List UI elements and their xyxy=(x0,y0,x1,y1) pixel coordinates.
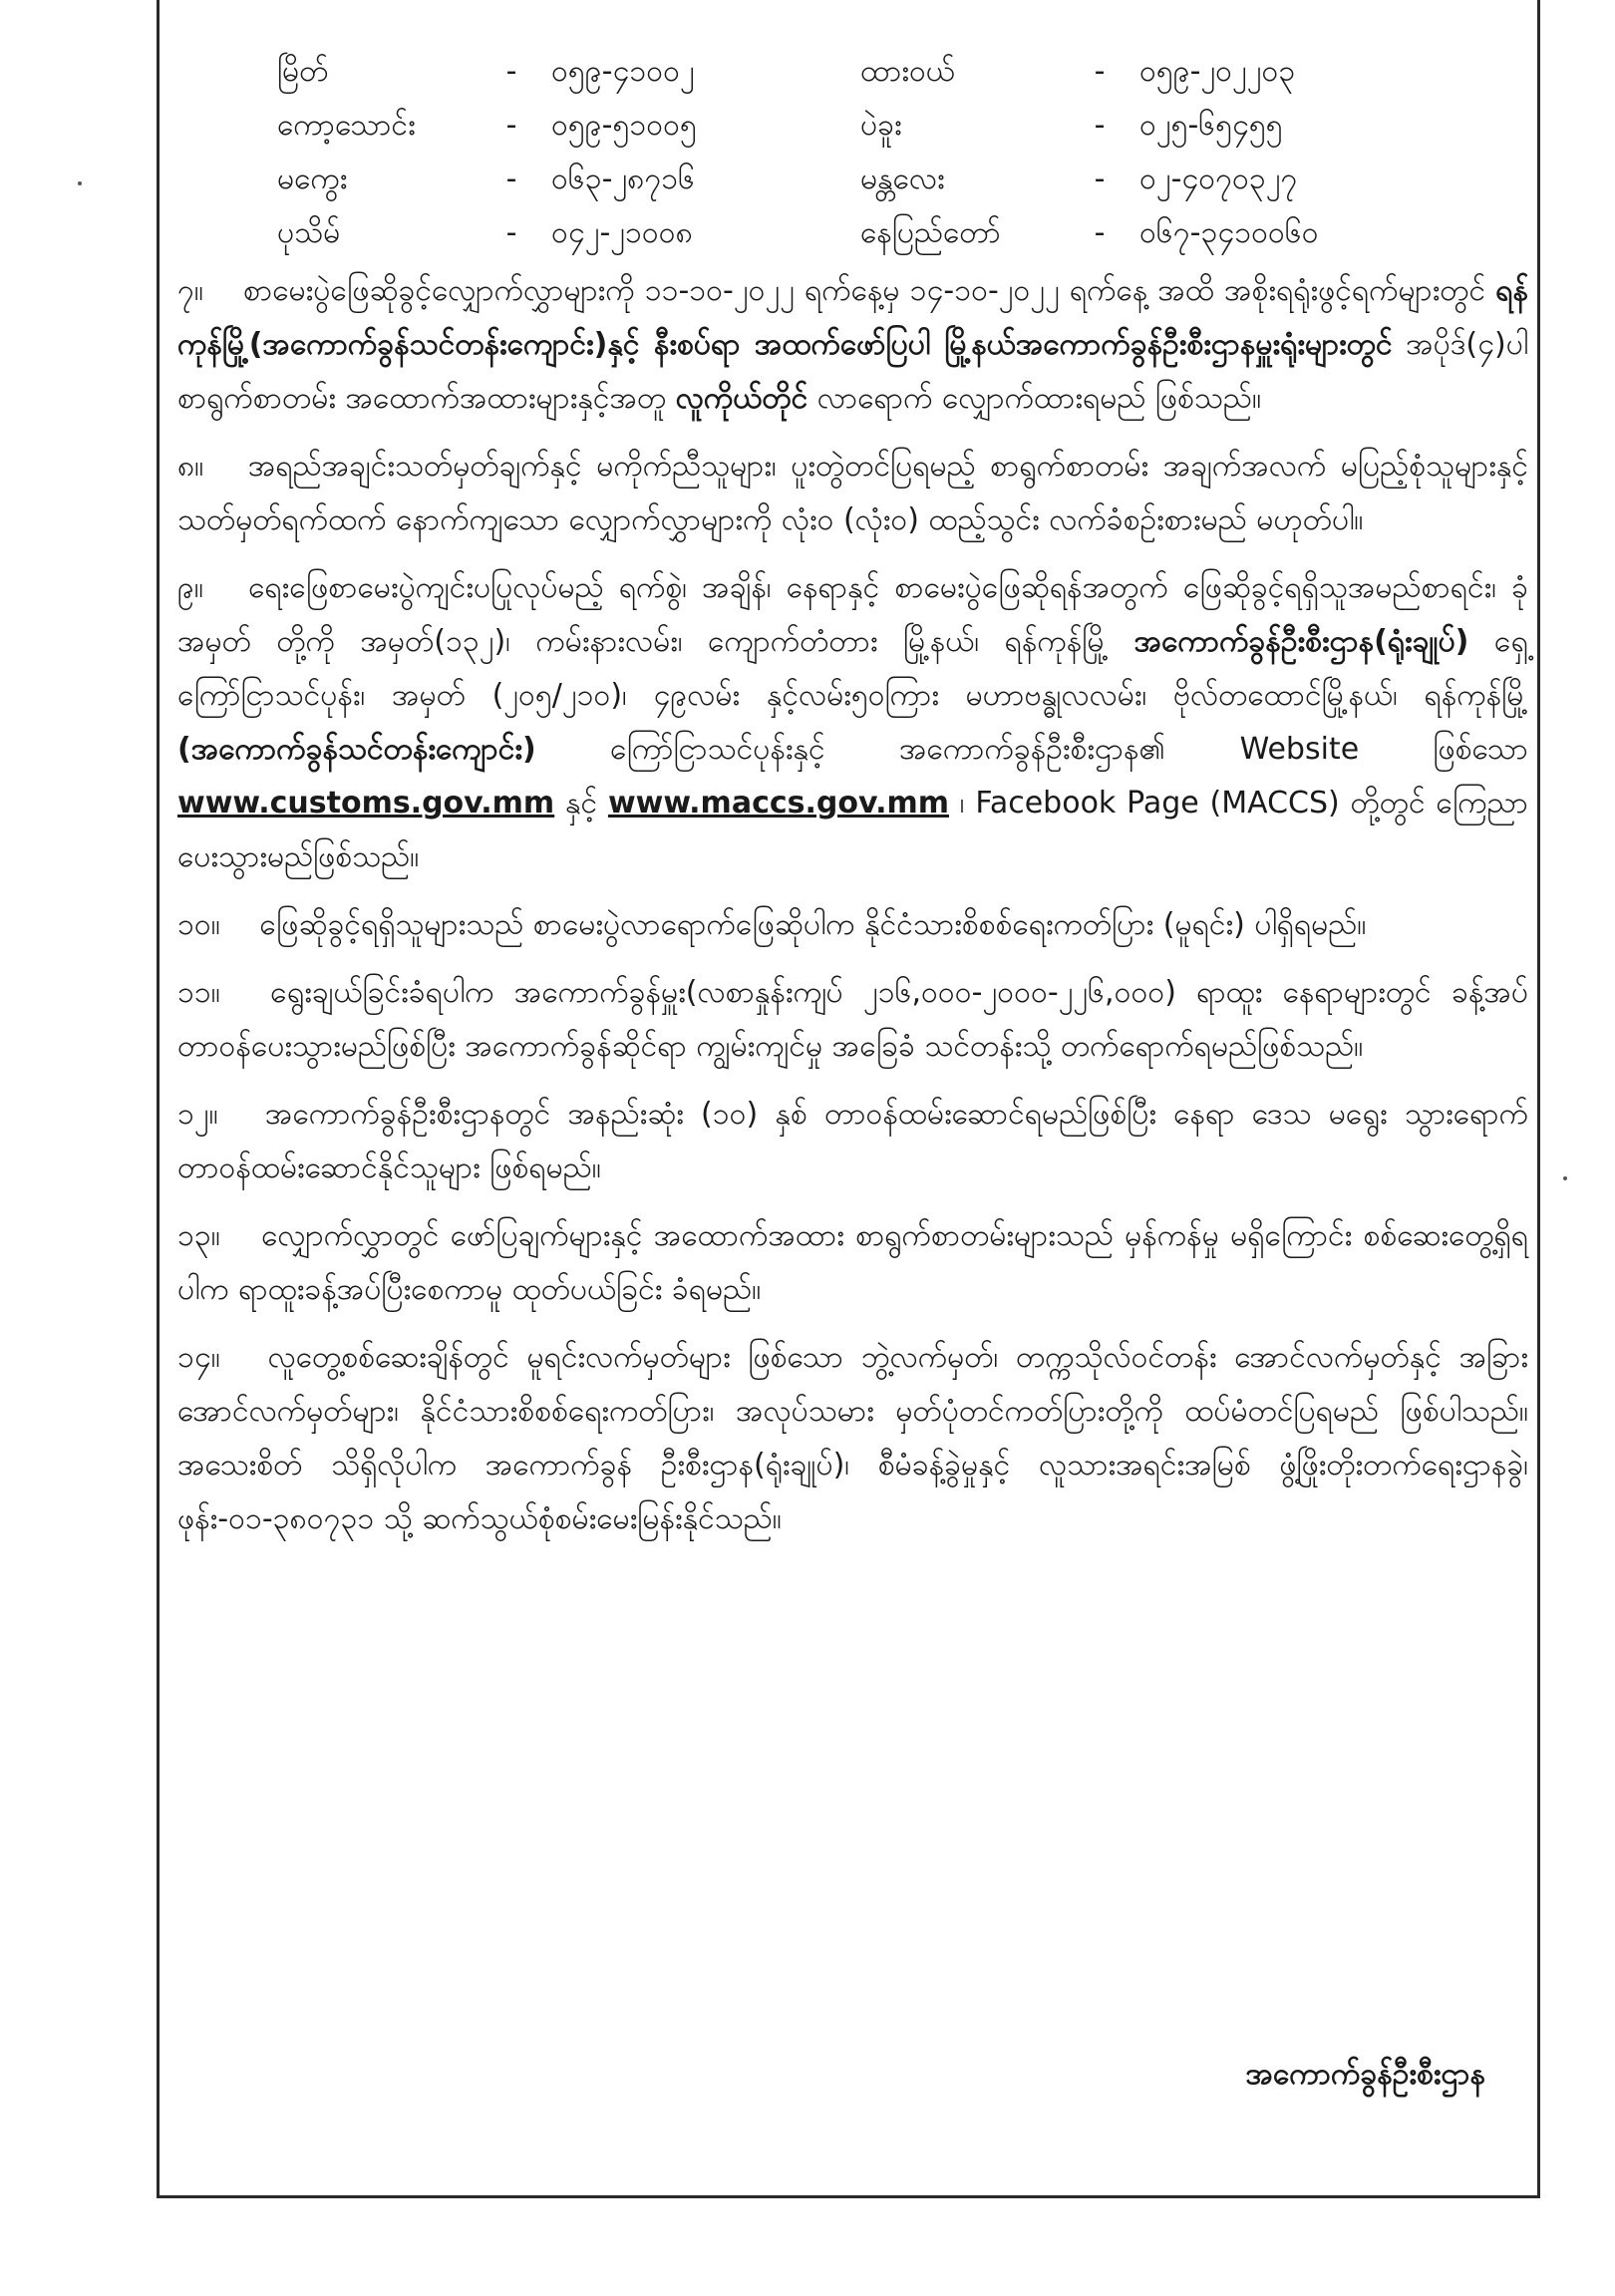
paragraph-text: ရှေ့ ကြော်ငြာသင်ပုန်း၊ အမှတ် (၂၀၅/၂၁၀)၊ ၄၉လမ်း နှင့်လမ်း၅၀ကြား မဟာဗန္ဓုလလမ်း၊ ဗိုလ်တထောင်မြို့နယ်၊ ရန်ကုန်မြို့ xyxy=(177,624,1528,713)
dash: - xyxy=(1094,108,1106,143)
paragraph-text: လျှောက်လွှာတွင် ဖော်ပြချက်များနှင့် အထောက်အထား စာရွက်စာတမ်းများသည် မှန်ကန်မှု မရှိကြောင်း စစ်ဆေးတွေ့ရှိရပါက ရာထူးခန့်အပ်ပြီးစေကာမူ ထုတ်ပယ်ခြင်း ခံရမည်။ xyxy=(177,1218,1528,1307)
bold-text: အကောက်ခွန်ဦးစီးဌာန(ရုံးချုပ်) xyxy=(1133,624,1469,659)
paragraph-10 xyxy=(177,898,1528,952)
office-name: မြိတ် xyxy=(277,54,329,89)
phone-number: ၀၅၉-၄၁၀၀၂ xyxy=(551,54,695,89)
scan-speck xyxy=(78,181,82,185)
paragraph-number: ၇။ xyxy=(177,273,203,308)
office-name: ထားဝယ် xyxy=(860,54,955,89)
paragraph-number: ၉။ xyxy=(177,570,203,605)
paragraph-7 xyxy=(177,264,1528,426)
phone-number: ၀၆၃-၂၈၇၁၆ xyxy=(551,162,695,196)
paragraph-number: ၁၁။ xyxy=(177,975,220,1010)
dash: - xyxy=(505,54,517,89)
paragraph-8 xyxy=(177,440,1528,547)
paragraph-number: ၁၄။ xyxy=(177,1340,220,1375)
phone-number: ၀၂-၄၀၇၀၃၂၇ xyxy=(1139,162,1298,196)
office-name: မန္တလေး xyxy=(860,162,945,196)
paragraph-text: ကြော်ငြာသင်ပုန်းနှင့် အကောက်ခွန်ဦးစီးဌာန၏ Website ဖြစ်သော xyxy=(610,732,1528,767)
bold-text: (အကောက်ခွန်သင်တန်းကျောင်း) xyxy=(177,732,536,767)
paragraph-9 xyxy=(177,561,1528,884)
office-name: နေပြည်တော် xyxy=(860,215,1001,250)
contact-row xyxy=(277,206,1528,260)
paragraph-14 xyxy=(177,1331,1528,1546)
paragraph-number: ၈။ xyxy=(177,449,204,484)
bold-text: ရန်ကုန်မြို့(အကောက်ခွန်သင်တန်းကျောင်း)နှင့် နီးစပ်ရာ အထက်ဖော်ပြပါ မြို့နယ်အကောက်ခွန်ဦးစီးဌာနမှူးရုံးများတွင် xyxy=(177,273,1528,362)
signature-department: အကောက်ခွန်ဦးစီးဌာန xyxy=(1245,2057,1485,2092)
contact-row xyxy=(277,45,1528,99)
scan-speck xyxy=(1563,1176,1567,1180)
document-body xyxy=(177,45,1528,1560)
office-name: ပဲခူး xyxy=(860,108,902,143)
customs-website-link[interactable]: www.customs.gov.mm xyxy=(177,786,555,820)
dash: - xyxy=(1094,54,1106,89)
office-name: ပုသိမ် xyxy=(277,215,341,250)
phone-number: ၀၆၇-၃၄၁၀၀၆၀ xyxy=(1139,215,1319,250)
paragraph-text: ဖြေဆိုခွင့်ရရှိသူများသည် စာမေးပွဲလာရောက်ဖြေဆိုပါက နိုင်ငံသားစိစစ်ရေးကတ်ပြား (မူရင်း) ပါရှိရမည်။ xyxy=(259,907,1367,942)
dash: - xyxy=(505,108,517,143)
dash: - xyxy=(505,215,517,250)
paragraph-text: ၊ Facebook Page (MACCS) တို့တွင် ကြေညာပေးသွားမည်ဖြစ်သည်။ xyxy=(177,786,1528,874)
paragraph-text: လာရောက် လျှောက်ထားရမည် ဖြစ်သည်။ xyxy=(816,381,1262,416)
dash: - xyxy=(1094,162,1106,196)
maccs-website-link[interactable]: www.maccs.gov.mm xyxy=(607,786,949,820)
paragraph-text: လူတွေ့စစ်ဆေးချိန်တွင် မူရင်းလက်မှတ်များ ဖြစ်သော ဘွဲ့လက်မှတ်၊ တက္ကသိုလ်ဝင်တန်း အောင်လက်မှတ်နှင့် အခြားအောင်လက်မှတ်များ၊ နိုင်ငံသားစိစစ်ရေးကတ်ပြား၊ အလုပ်သမား မှတ်ပုံတင်ကတ်ပြားတို့ကို ထပ်မံတင်ပြရမည် ဖြစ်ပါသည်။ အသေးစိတ် သိရှိလိုပါက အကောက်ခွန် ဦးစီးဌာန(ရုံးချုပ်)၊ စီမံခန့်ခွဲမှုနှင့် လူသားအရင်းအမြစ် ဖွံ့ဖြိုးတိုးတက်ရေးဌာနခွဲ၊ ဖုန်း-၀၁-၃၈၀၇၃၁ သို့ ဆက်သွယ်စုံစမ်းမေးမြန်းနိုင်သည်။ xyxy=(177,1340,1528,1536)
paragraph-text: အကောက်ခွန်ဦးစီးဌာနတွင် အနည်းဆုံး (၁၀) နှစ် တာဝန်ထမ်းဆောင်ရမည်ဖြစ်ပြီး နေရာ ဒေသ မရွေး သွားရောက်တာဝန်ထမ်းဆောင်နိုင်သူများ ဖြစ်ရမည်။ xyxy=(177,1097,1528,1185)
paragraph-number: ၁၃။ xyxy=(177,1218,220,1253)
paragraph-12 xyxy=(177,1088,1528,1195)
bold-text: လူကိုယ်တိုင် xyxy=(675,381,808,416)
phone-number: ၀၅၉-၂၀၂၂၀၃ xyxy=(1139,54,1296,89)
contact-row xyxy=(277,153,1528,206)
office-name: မကွေး xyxy=(277,162,348,196)
dash: - xyxy=(505,162,517,196)
dash: - xyxy=(1094,215,1106,250)
paragraph-text: အရည်အချင်းသတ်မှတ်ချက်နှင့် မကိုက်ညီသူများ၊ ပူးတွဲတင်ပြရမည့် စာရွက်စာတမ်း အချက်အလက် မပြည့်စုံသူများနှင့် သတ်မှတ်ရက်ထက် နောက်ကျသော လျှောက်လွှာများကို လုံးဝ (လုံးဝ) ထည့်သွင်း လက်ခံစဉ်းစားမည် မဟုတ်ပါ။ xyxy=(177,449,1528,537)
paragraph-text: အပိုဒ်(၄)ပါ စာရွက်စာတမ်း အထောက်အထားများနှင့်အတူ xyxy=(177,327,1528,416)
paragraph-text: နှင့် xyxy=(565,786,598,820)
contact-row xyxy=(277,99,1528,153)
paragraph-13 xyxy=(177,1209,1528,1317)
phone-number: ၀၂၅-၆၅၄၅၅ xyxy=(1139,108,1283,143)
paragraph-text: ရွေးချယ်ခြင်းခံရပါက အကောက်ခွန်မှူး(လစာနှုန်းကျပ် ၂၁၆,၀၀၀-၂၀၀၀-၂၂၆,၀၀၀) ရာထူး နေရာများတွင် ခန့်အပ်တာဝန်ပေးသွားမည်ဖြစ်ပြီး အကောက်ခွန်ဆိုင်ရာ ကျွမ်းကျင်မှု အခြေခံ သင်တန်းသို့ တက်ရောက်ရမည်ဖြစ်သည်။ xyxy=(177,975,1529,1064)
phone-number: ၀၄၂-၂၁၀၀၈ xyxy=(551,215,693,250)
paragraph-number: ၁၀။ xyxy=(177,907,220,942)
contact-table xyxy=(277,45,1528,260)
paragraph-11 xyxy=(177,966,1528,1074)
paragraph-text: ရေးဖြေစာမေးပွဲကျင်းပပြုလုပ်မည့် ရက်စွဲ၊ အချိန်၊ နေရာနှင့် စာမေးပွဲဖြေဆိုရန်အတွက် ဖြေဆိုခွင့်ရရှိသူအမည်စာရင်း၊ ခုံအမှတ် တို့ကို အမှတ်(၁၃၂)၊ ကမ်းနားလမ်း၊ ကျောက်တံတား မြို့နယ်၊ ရန်ကုန်မြို့ xyxy=(177,570,1528,659)
phone-number: ၀၅၉-၅၁၀၀၅ xyxy=(551,108,697,143)
office-name: ကော့သောင်း xyxy=(277,108,416,143)
paragraph-text: စာမေးပွဲဖြေဆိုခွင့်လျှောက်လွှာများကို ၁၁-၁၀-၂၀၂၂ ရက်နေ့မှ ၁၄-၁၀-၂၀၂၂ ရက်နေ့ အထိ အစိုးရရုံးဖွင့်ရက်များတွင် xyxy=(243,273,1486,308)
paragraph-number: ၁၂။ xyxy=(177,1097,218,1132)
